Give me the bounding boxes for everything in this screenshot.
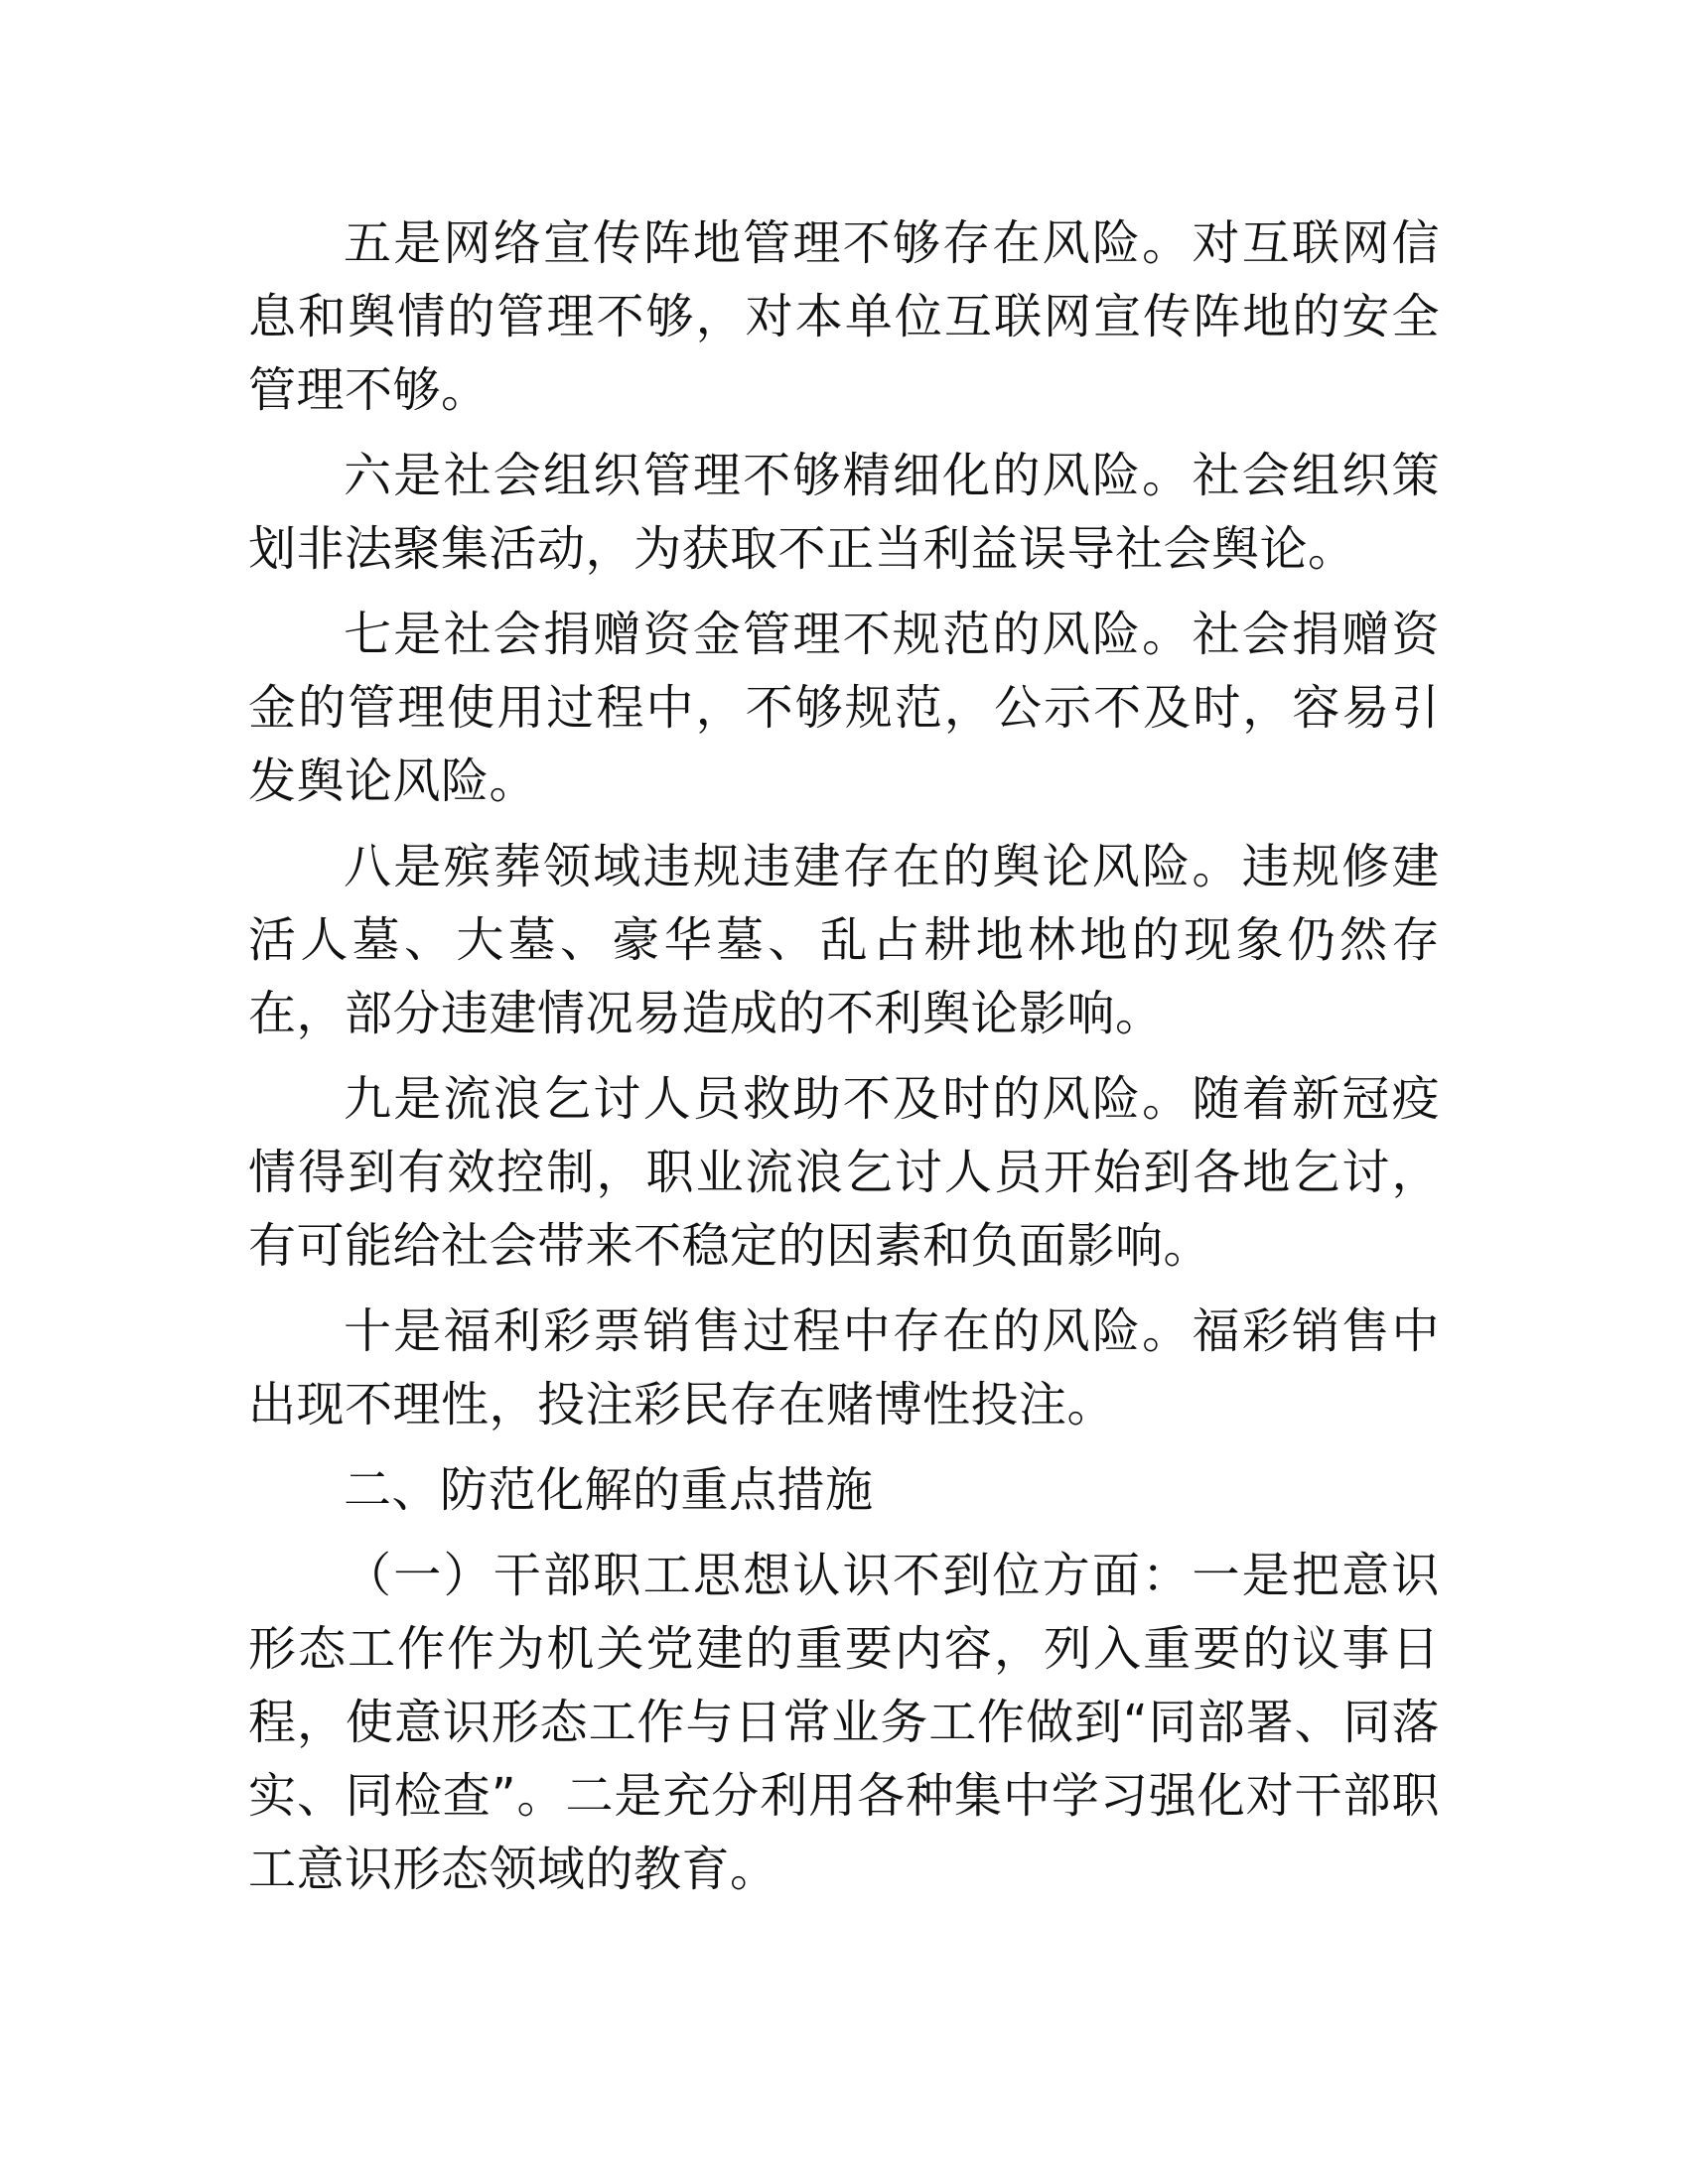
- document-body: [248, 206, 1440, 1918]
- section-heading-measures: 二、防范化解的重点措施: [344, 1462, 874, 1518]
- paragraph-risk-10: 十是福利彩票销售过程中存在的风险。福彩销售中出现不理性，投注彩民存在赌博性投注。: [248, 1303, 1440, 1433]
- paragraph-risk-9: 九是流浪乞讨人员救助不及时的风险。随着新冠疫情得到有效控制，职业流浪乞讨人员开始到各地乞讨，有可能给社会带来不稳定的因素和负面影响。: [248, 1071, 1440, 1274]
- paragraph-risk-7: 七是社会捐赠资金管理不规范的风险。社会捐赠资金的管理使用过程中，不够规范，公示不及时，容易引发舆论风险。: [248, 607, 1440, 809]
- paragraph-risk-5: 五是网络宣传阵地管理不够存在风险。对互联网信息和舆情的管理不够，对本单位互联网宣传阵地的安全管理不够。: [248, 215, 1440, 418]
- paragraph-risk-8: 八是殡葬领域违规违建存在的舆论风险。违规修建活人墓、大墓、豪华墓、乱占耕地林地的现象仍然存在，部分违建情况易造成的不利舆论影响。: [248, 839, 1440, 1041]
- paragraph-measure-1: （一）干部职工思想认识不到位方面：一是把意识形态工作作为机关党建的重要内容，列入重要的议事日程，使意识形态工作与日常业务工作做到“同部署、同落实、同检查”。二是充分利用各种集中学习强化对干部职工意识形态领域的教育。: [248, 1548, 1440, 1897]
- paragraph-risk-6: 六是社会组织管理不够精细化的风险。社会组织策划非法聚集活动，为获取不正当利益误导社会舆论。: [248, 448, 1440, 577]
